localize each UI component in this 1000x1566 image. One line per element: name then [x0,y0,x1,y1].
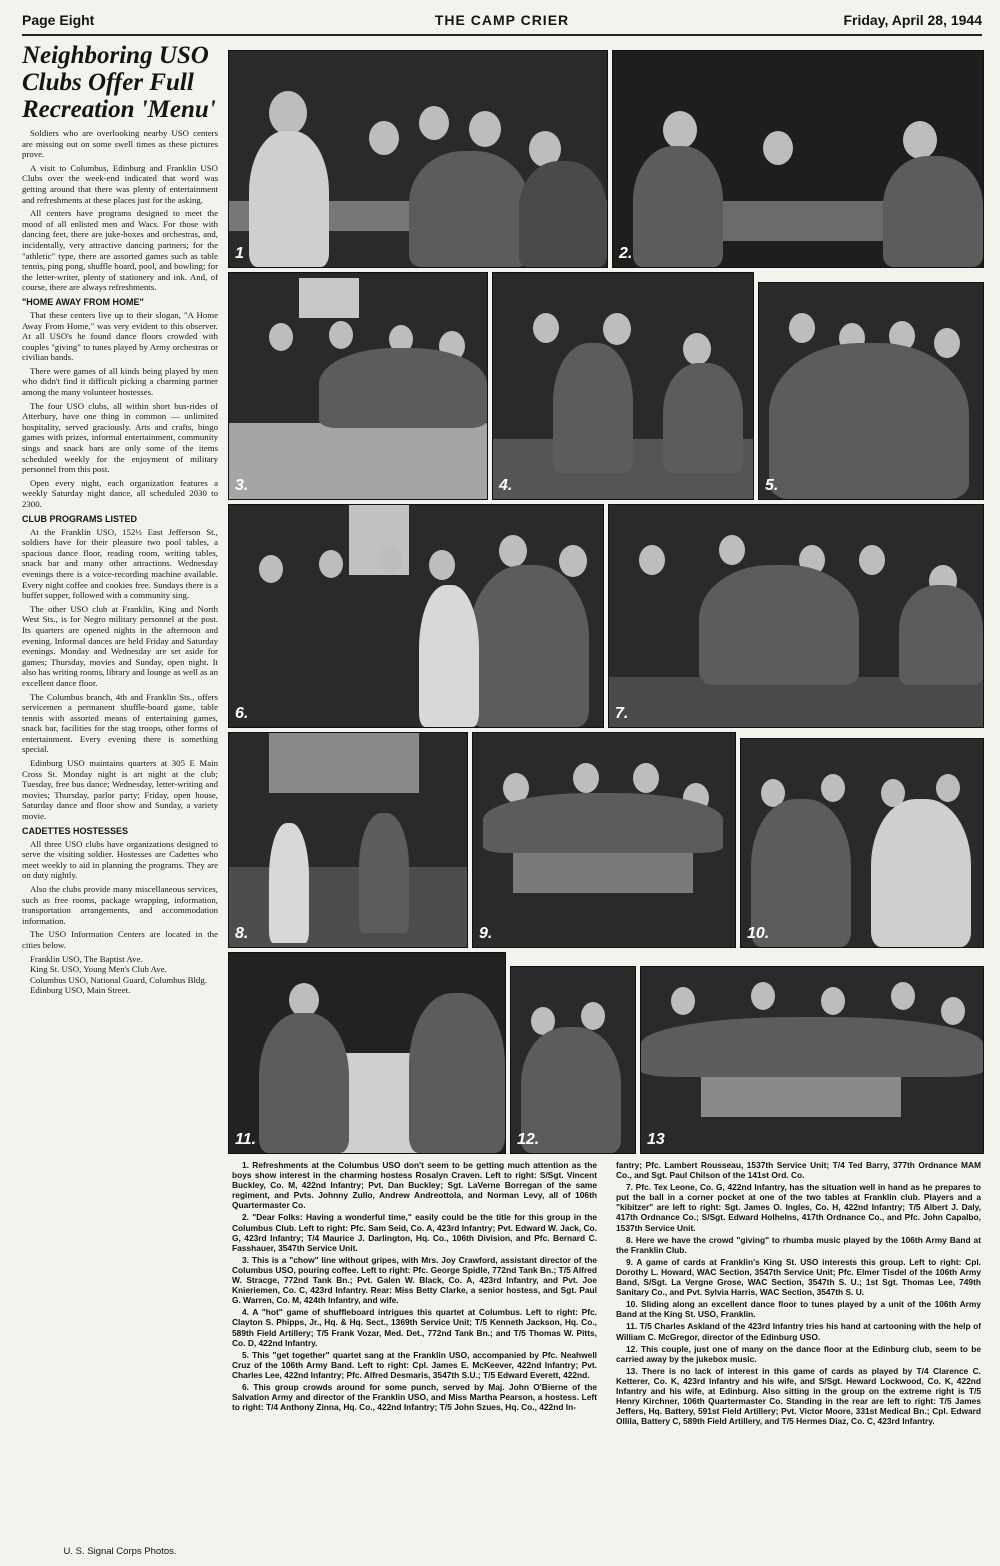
article-paragraph: That these centers live up to their slogan, "A Home Away From Home," was very evident to this observer. At all USO's he found dance floors crowded with couples "giving" to tunes played by Army orchestras or civilian bands. [22,309,218,363]
photo-credit: U. S. Signal Corps Photos. [63,1546,177,1557]
caption: 7. Pfc. Tex Leone, Co. G, 422nd Infantry, has the situation well in hand as he prepares to put the ball in a corner pocket at one of the two tables at Franklin club. Players and a "kibitzer" are left to right: Sgt. James O. Ingles, Co. H, 422nd Infantry; T/5 Albert J. Daly, 417th Ordnance Co.; S/Sgt. Edward Holhelns, 417th Ordnance Co., and Pfc. John Capalbo, 1537th Service Unit. [616,1182,981,1233]
subhead-programs: CLUB PROGRAMS LISTED [22,513,138,524]
address-line: Columbus USO, National Guard, Columbus Bldg. [30,974,207,985]
caption: 13. There is no lack of interest in this game of cards as played by T/4 Clarence C. Ketterer, Co. K, 423rd Infantry and his wife, and S/Sgt. Heward Lockwood, Co. K, 422nd Infantry and his wife, at Edinburg. Also sitting in the group on the extreme right is T/5 Henry Kirchner, 106th Quartermaster Co. Standing in the rear are left to right: T/5 James Jeffers, Hq. Battery, 591st Field Artillery; Pvt. Victor Moore, 331st Medical Bn.; Cpl. Edward Ollila, Battery C, 589th Field Artillery, and T/5 Hermes Diaz, Co. C, 423rd Infantry. [616,1365,981,1427]
article-paragraph: Soldiers who are overlooking nearby USO centers are missing out on some swell times as these pictures prove. [22,128,218,160]
article-paragraph: The four USO clubs, all within short bus-rides of Atterbury, have one thing in common — unlimited hospitality, served graciously. Arts and crafts, bingo games with prizes, informal entertainment, community sings and snack bars are only some of the items scheduled weekly for the enjoyment of military personnel from this post. [22,400,218,475]
address-line: King St. USO, Young Men's Club Ave. [30,964,167,975]
photo-punch-group [228,504,604,728]
photo-number: 6. [235,705,249,722]
article-paragraph: The other USO club at Franklin, King and North West Sts., is for Negro military personnel at the post. Its quarters are opened nights in the afternoon and evening. Informal dances are held Friday and Saturday evenings. Monday and Wednesday are set aside for games; Thursday, movies and Sunday, open night. It also has writing rooms, library and lounge as well as an excellent dance floor. [22,603,218,688]
photo-number: 9. [479,925,493,942]
article-paragraph: The USO Information Centers are located in the cities below. [22,929,218,950]
caption: 12. This couple, just one of many on the dance floor at the Edinburg club, seem to be carried away by the jukebox music. [616,1343,981,1364]
photo-number: 13 [647,1131,665,1148]
caption: 2. "Dear Folks: Having a wonderful time," easily could be the title for this group in the Columbus Club. Left to right: Pfc. Sam Seid, Co. A, 423rd Infantry; Pvt. Edward W. Jack, Co. G, 423rd Infantry; T/4 Maurice J. Darlington, Hq. Co., 106th Division, and Pfc. Bernard C. Fasshauer, 3547th Service Unit. [232,1212,597,1253]
photo-chow-line [228,272,488,500]
photo-number: 10. [747,925,770,942]
photo-card-game [472,732,736,948]
photo-edinburg-cards [640,966,984,1154]
article-column [22,42,218,1557]
caption-column-1 [232,1160,597,1558]
caption: 5. This "get together" quartet sang at the Franklin USO, accompanied by Pfc. Neahwell Cruz of the 106th Army Band. Left to right: Cpl. James E. McKeever, 422nd Infantry; Pvt. Charles Lee, 422nd Infantry; Pfc. Alfred Desmaris, 3547th S.U.; T/5 Edward Everett, 422nd. [232,1349,597,1380]
headline: Neighboring USO Clubs Offer Full Recreation 'Menu' [22,42,216,123]
photo-number: 7. [615,705,629,722]
caption-column-2 [616,1160,981,1558]
photo-number: 4. [499,477,513,494]
photo-shuffleboard [492,272,754,500]
caption: 1. Refreshments at the Columbus USO don't seem to be getting much attention as the boys show interest in the charming hostess Rosalyn Craven. Left to right: S/Sgt. Vincent Buckley, Co. M, 422nd Infantry; Pvt. Dan Buckley; Sgt. LaVerne Borregan of the same regiment, and Pvts. Johnny Zullo, Andrew Andreottola, and Norman Levy, all of 106th Quartermaster Co. [232,1160,597,1211]
photo-number: 8. [235,925,249,942]
caption: 9. A game of cards at Franklin's King St. USO interests this group. Left to right: Cpl. Dorothy L. Howard, WAC Section, 3547th Service Unit; Pfc. Elmer Tisdel of the 106th Army Band, S/Sgt. La Vergne Grose, WAC Section, 3547th S. U.; 1st Sgt. Thomas Lee, 749th Sanitary Co., and Pvt. Sylvia Harris, WAC Section, 3547th S. U. [616,1256,981,1298]
address-line: Franklin USO, The Baptist Ave. [30,953,143,964]
photo-number: 11. [235,1131,257,1148]
caption: 8. Here we have the crowd "giving" to rhumba music played by the 106th Army Band at the Franklin Club. [616,1234,981,1255]
subhead-hostesses: CADETTES HOSTESSES [22,825,129,836]
caption: 6. This group crowds around for some punch, served by Maj. John O'Bierne of the Salvation Army and director of the Franklin USO, and Miss Martha Pearson, a hostess. Left to right: T/4 Anthony Zinna, Hq. Co., 422nd Infantry; T/5 John Szues, Hq. Co., 422nd In- [232,1381,597,1413]
caption: fantry; Pfc. Lambert Rousseau, 1537th Service Unit; T/4 Ted Barry, 377th Ordnance MAM Co., and Sgt. Paul Chilson of the 141st Ord. Co. [616,1160,981,1181]
photo-pool-table [608,504,984,728]
photo-number: 12. [517,1131,540,1148]
photo-number: 3. [235,477,249,494]
photo-number: 5. [765,477,779,494]
article-paragraph: The Columbus branch, 4th and Franklin Sts., offers servicemen a permanent shuffle-board game, table tennis with assorted means of entertaining games, snack bar, facilities for the stag troops, other forms of entertainment. Every evening there is something special. [22,691,218,755]
photo-number: 2. [619,245,633,262]
photo-refreshments-columbus [228,50,608,268]
photo-rhumba-dance [228,732,468,948]
photo-king-st-dance [740,738,984,948]
photo-cartooning [228,952,506,1154]
caption: 4. A "hot" game of shuffleboard intrigues this quartet at Columbus. Left to right: Pfc. Clayton S. Phipps, Jr., Hq. & Hq. Sect., 1369th Service Unit; T/5 Kenneth Jackson, Hq. Co., 589th Field Artillery; T/5 Frank Vozar, Med. Det., 772nd Tank Bn.; and T/5 Thomas W. Pitts, Co. D, 422nd Infantry. [232,1307,597,1348]
article-paragraph: Also the clubs provide many miscellaneous services, such as free rooms, package wrapping, information, transportation arrangements, and accommodation information. [22,884,218,926]
address-line: Edinburg USO, Main Street. [30,985,131,996]
photo-captions [232,1160,984,1560]
page-label: Page Eight [22,12,95,28]
issue-date: Friday, April 28, 1944 [843,12,982,28]
article-paragraph: All three USO clubs have organizations designed to serve the visiting soldier. Hostesses are Cadettes who meet weekly to aid in planning the programs. They are on duty nightly. [22,838,218,881]
masthead [22,8,982,36]
article-paragraph: A visit to Columbus, Edinburg and Franklin USO Clubs over the week-end indicated that word was getting around that there was plenty of entertainment and refreshments at these places just for the asking. [22,162,218,205]
article-paragraph: Edinburg USO maintains quarters at 305 E Main Cross St. Monday night is art night at the club; Tuesday, free bus dance; Wednesday, letter-writing and movies; Thursday, parlor party; Friday, open house, Saturday dance and floor show and Sunday, a variety movie. [22,758,218,822]
photo-quartet [758,282,984,500]
caption: 3. This is a "chow" line without gripes, with Mrs. Joy Crawford, assistant director of the Columbus USO, pouring coffee. Left to right: Pfc. George Spidle, 772nd Tank Bn.; T/5 Alfred W. Stracge, 772nd Tank Bn.; Pvt. Galen W. Black, Co. A, 423rd Infantry, and Pvt. Joe Knieriemen, Co. C, 423rd Infantry. Rear: Miss Betty Clarke, a senior hostess, and Sgt. Paul G. Warren, Co. M, 424th Infantry, and wife. [232,1254,597,1306]
caption: 10. Sliding along an excellent dance floor to tunes played by a unit of the 106th Army Band at the King St. USO, Franklin. [616,1299,981,1320]
photo-letter-writing [612,50,984,268]
subhead-home: "HOME AWAY FROM HOME" [22,296,144,307]
photo-number: 1 [235,245,244,262]
article-paragraph: There were games of all kinds being played by men who didn't find it difficult picking a charming partner among the many volunteer hostesses. [22,365,218,398]
article-paragraph: At the Franklin USO, 152½ East Jefferson St., soldiers have for their pleasure two pool tables, a spacious dance floor, reading room, writing tables, snack bar and many other attractions. Wednesday evenings there is a voice-recording machine available. Every night coffee and cookies free. Sundays there is a buffet supper, followed with a community sing. [22,526,218,601]
caption: 11. T/5 Charles Askland of the 423rd Infantry tries his hand at cartooning with the help of William C. McGregor, director of the Edinburg USO. [616,1321,981,1342]
article-paragraph: All centers have programs designed to meet the mood of all enlisted men and Wacs. For those with dancing feet, there are juke-boxes and orchestras, and, incidentally, very attractive dancing partners; for the "athletic" type, there are assorted games such as table tennis, ping pong, shuffle board, pool, and bowling; for the letter-writer, plenty of stationery and ink. And, of course, there are always refreshments. [22,208,218,293]
article-paragraph: Open every night, each organization features a weekly Saturday night dance, all scheduled 2030 to 2300. [22,477,218,509]
newspaper-name: THE CAMP CRIER [434,12,570,28]
photo-jukebox-couple [510,966,636,1154]
